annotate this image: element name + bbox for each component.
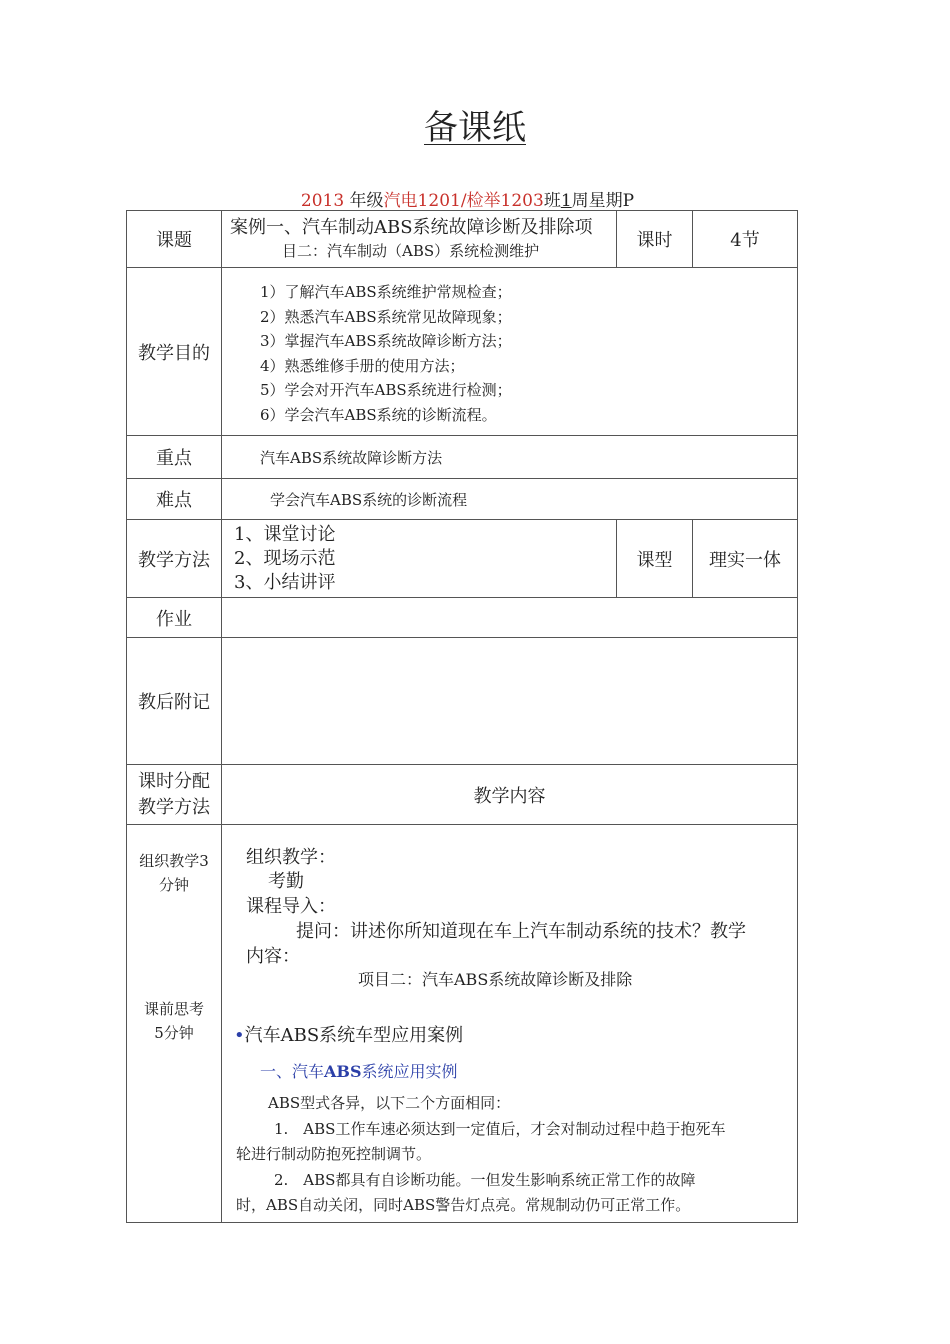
topic-row xyxy=(127,211,798,268)
methods-list xyxy=(222,520,617,598)
point2-line1: 2. ABS都具有自诊断功能。一但发生影响系统正常工作的故障 xyxy=(274,1171,696,1189)
week-number: 1 xyxy=(560,191,572,211)
point1-line2: 轮进行制动防抱死控制调节。 xyxy=(236,1145,432,1163)
content-header-row xyxy=(127,765,798,825)
project-title: 项目二：汽车ABS系统故障诊断及排除 xyxy=(358,970,633,989)
aim-item: 2）熟悉汽车ABS系统常见故障现象； xyxy=(260,307,512,326)
time-allocation-label: 课时分配 xyxy=(138,770,210,792)
year: 2013 xyxy=(300,191,345,211)
section-bold: ABS xyxy=(324,1062,362,1081)
aim-item: 4）熟悉维修手册的使用方法； xyxy=(260,356,465,375)
prethink-time-line1: 课前思考 xyxy=(143,1000,204,1018)
method-item: 2、现场示范 xyxy=(234,547,336,569)
difficulty-label: 难点 xyxy=(127,479,222,520)
point2-line2: 时，ABS自动关闭，同时ABS警告灯点亮。常规制动仍可正常工作。 xyxy=(236,1196,691,1214)
org-time-line2: 分钟 xyxy=(158,876,189,894)
aim-item: 1）了解汽车ABS系统维护常规检查； xyxy=(260,283,512,301)
teaching-content xyxy=(222,825,798,1223)
org-time-line1: 组织教学3 xyxy=(139,852,209,870)
content-row xyxy=(127,825,798,1223)
aim-item: 6）学会汽车ABS系统的诊断流程。 xyxy=(260,405,497,424)
intro-heading: 课程导入： xyxy=(246,896,336,917)
section-heading xyxy=(260,1059,458,1082)
method-item: 3、小结讲评 xyxy=(234,571,336,593)
teaching-content-header: 教学内容 xyxy=(222,765,798,825)
bullet-icon: • xyxy=(234,1025,245,1046)
paragraph-intro: ABS型式各异，以下二个方面相同： xyxy=(268,1094,511,1112)
difficulty-row xyxy=(127,479,798,520)
week-suffix: 周星期P xyxy=(571,191,635,211)
topic-line2: 目二：汽车制动（ABS）系统检测维护 xyxy=(282,242,540,260)
bullet-heading xyxy=(234,1021,463,1047)
lesson-plan-table xyxy=(126,210,798,1223)
content-header-left xyxy=(127,765,222,825)
aim-item: 5）学会对开汽车ABS系统进行检测； xyxy=(260,381,512,399)
page-title: 备课纸 xyxy=(424,108,526,148)
key-point-row xyxy=(127,436,798,479)
homework-row xyxy=(127,598,798,638)
notes-row xyxy=(127,638,798,765)
teaching-method-label: 教学方法 xyxy=(138,796,210,818)
aims-list xyxy=(222,268,798,436)
hours-label: 课时 xyxy=(617,211,693,268)
method-item: 1、课堂讨论 xyxy=(234,523,336,545)
topic-line1: 案例一、汽车制动ABS系统故障诊断及排除项 xyxy=(230,217,593,238)
lesson-type-value: 理实一体 xyxy=(693,520,798,598)
hours-value: 4节 xyxy=(693,211,798,268)
notes-label: 教后附记 xyxy=(127,638,222,765)
point1-line1: 1. ABS工作车速必须达到一定值后，才会对制动过程中趋于抱死车 xyxy=(274,1120,726,1138)
homework-value xyxy=(222,598,798,638)
notes-value xyxy=(222,638,798,765)
aims-row xyxy=(127,268,798,436)
topic-label: 课题 xyxy=(127,211,222,268)
topic-cell xyxy=(222,211,617,268)
prethink-time-line2: 5分钟 xyxy=(154,1024,194,1042)
org-heading: 组织教学： xyxy=(246,847,336,868)
key-point-label: 重点 xyxy=(127,436,222,479)
section-prefix: 一、汽车 xyxy=(260,1062,325,1081)
methods-label: 教学方法 xyxy=(127,520,222,598)
aim-item: 3）掌握汽车ABS系统故障诊断方法； xyxy=(260,332,512,350)
homework-label: 作业 xyxy=(127,598,222,638)
class-info-line xyxy=(0,186,935,211)
methods-row xyxy=(127,520,798,598)
question-line2: 内容： xyxy=(246,946,300,967)
time-allocation-column xyxy=(127,825,222,1223)
section-suffix: 系统应用实例 xyxy=(361,1062,458,1081)
class-names: 汽电1201/检举1203 xyxy=(383,191,544,211)
key-point-value: 汽车ABS系统故障诊断方法 xyxy=(222,436,798,479)
aims-label: 教学目的 xyxy=(127,268,222,436)
bullet-text: 汽车ABS系统车型应用案例 xyxy=(244,1025,464,1046)
attendance: 考勤 xyxy=(268,871,304,892)
class-suffix: 班 xyxy=(543,191,561,211)
lesson-type-label: 课型 xyxy=(617,520,693,598)
difficulty-value: 学会汽车ABS系统的诊断流程 xyxy=(222,479,798,520)
question-line1: 提问：讲述你所知道现在车上汽车制动系统的技术？教学 xyxy=(296,921,746,942)
grade-label: 年级 xyxy=(344,191,384,211)
